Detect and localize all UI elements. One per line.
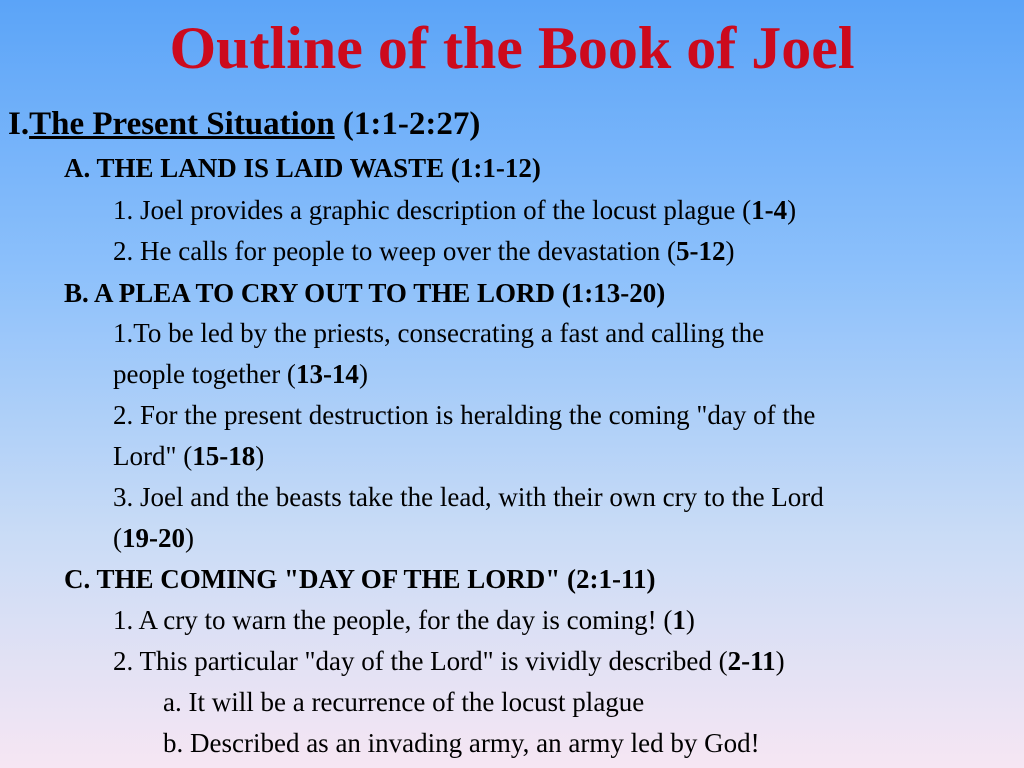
list-item: people together (13-14) — [113, 359, 368, 389]
list-item: 2. He calls for people to weep over the devastation (5-12) — [113, 236, 735, 266]
list-item: 1. A cry to warn the people, for the day is coming! (1) — [113, 605, 695, 635]
list-item: 1.To be led by the priests, consecrating a fast and calling the — [113, 318, 765, 348]
subsection-b-heading: B. A PLEA TO CRY OUT TO THE LORD (1:13-20) — [64, 278, 666, 308]
sub-list-item: b. Described as an invading army, an army led by God! — [163, 728, 760, 758]
section-numeral: I. — [8, 106, 30, 142]
list-item: 2. This particular "day of the Lord" is vividly described (2-11) — [113, 646, 785, 676]
section-ref: (1:1-2:27) — [334, 106, 481, 142]
list-item: (19-20) — [113, 523, 194, 553]
list-item: 3. Joel and the beasts take the lead, with their own cry to the Lord — [113, 482, 824, 512]
list-item: 1. Joel provides a graphic description of the locust plague (1-4) — [113, 195, 797, 225]
sub-list-item: a. It will be a recurrence of the locust plague — [163, 687, 645, 717]
section-heading — [8, 104, 480, 144]
subsection-a-heading: A. THE LAND IS LAID WASTE (1:1-12) — [64, 153, 541, 183]
list-item: Lord" (15-18) — [113, 441, 265, 471]
slide-title: Outline of the Book of Joel — [169, 15, 855, 81]
section-title: The Present Situation — [29, 106, 335, 142]
subsection-c-heading: C. THE COMING "DAY OF THE LORD" (2:1-11) — [64, 564, 656, 594]
list-item: 2. For the present destruction is heralding the coming "day of the — [113, 400, 816, 430]
